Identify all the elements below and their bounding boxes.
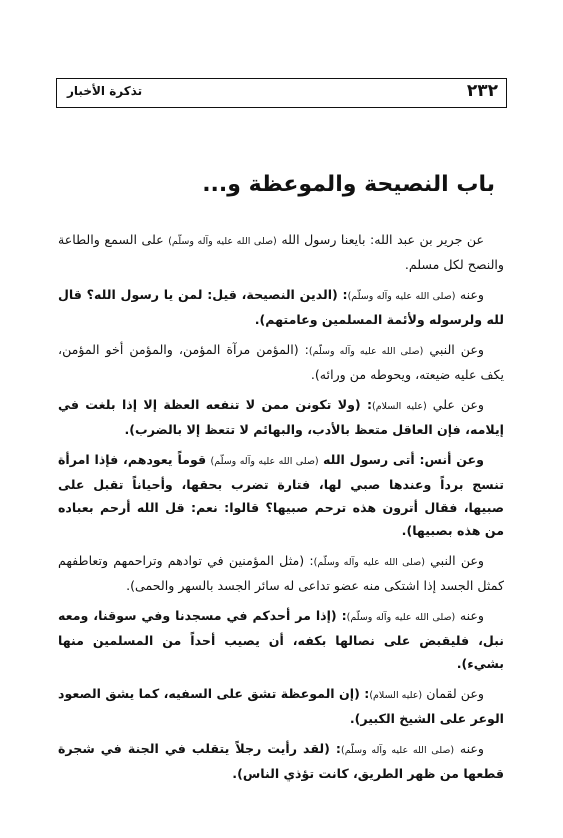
honorific: (صلى الله عليه وآله وسلّم) xyxy=(210,456,319,467)
paragraph-text: : (المؤمن مرآة المؤمن، والمؤمن أخو المؤمن، يكف عليه ضيعته، ويحوطه من ورائه). xyxy=(58,342,504,382)
paragraph-text: : (لقد رأيت رجلاً يتقلب في الجنة في شجرة قطعها من ظهر الطريق، كانت تؤذي الناس). xyxy=(58,741,504,781)
honorific: (صلى الله عليه وآله وسلّم) xyxy=(347,291,456,302)
book-title: تذكرة الأخبار xyxy=(67,84,143,98)
paragraph xyxy=(58,737,504,785)
paragraph-prefix: وعن النبي xyxy=(430,553,485,568)
paragraph-prefix: وعن النبي xyxy=(429,342,484,357)
honorific: (عليه السلام) xyxy=(372,401,427,412)
honorific: (صلى الله عليه وآله وسلّم) xyxy=(308,346,424,357)
paragraph-prefix: وعنه xyxy=(459,287,484,302)
page-number: ٢٣٢ xyxy=(466,81,498,101)
paragraph xyxy=(58,283,504,331)
paragraph-prefix: وعن لقمان xyxy=(426,686,484,701)
paragraph-text: على السمع والطاعة والنصح لكل مسلم. xyxy=(58,232,504,272)
paragraph-text: : (الدين النصيحة، قيل: لمن يا رسول الله؟ قال لله ولرسوله ولأئمة المسلمين وعامتهم). xyxy=(58,287,504,327)
paragraph-prefix: وعن أنس: أتى رسول الله xyxy=(323,452,484,467)
page-header xyxy=(56,78,507,108)
paragraph xyxy=(58,338,504,386)
paragraph-text: قوماً يعودهم، فإذا امرأة تنسج برداً وعندها صبي لها، فتارة تضرب بحقها، وأحياناً تقبل على صبيها، فقال أترون هذه ترحم صبيها؟ قالوا: نعم: قل الله أرحم بعباده من هذه بصبيها). xyxy=(58,452,504,538)
paragraph xyxy=(58,228,504,276)
paragraph-text: : (إن الموعظة تشق على السفيه، كما يشق الصعود الوعر على الشيخ الكبير). xyxy=(58,686,504,726)
chapter-title: باب النصيحة والموعظة و... xyxy=(202,172,495,197)
honorific: (صلى الله عليه وآله وسلّم) xyxy=(340,745,455,756)
paragraph xyxy=(58,393,504,441)
paragraph-prefix: وعنه xyxy=(459,608,484,623)
paragraph xyxy=(58,682,504,730)
paragraph-text: : (ولا تكونن ممن لا تنفعه العظة إلا إذا بلغت في إيلامه، فإن العاقل متعظ بالأدب، والبهائم لا تتعظ إلا بالضرب). xyxy=(58,397,504,437)
paragraph-text: : (إذا مر أحدكم في مسجدنا وفي سوقنا، ومعه نبل، فليقبض على نصالها بكفه، أن يصيب أحداً من المسلمين منها بشيء). xyxy=(58,608,504,671)
honorific: (عليه السلام) xyxy=(369,690,423,701)
paragraph-prefix: وعن علي xyxy=(432,397,485,412)
honorific: (صلى الله عليه وآله وسلّم) xyxy=(346,612,456,623)
honorific: (صلى الله عليه وآله وسلّم) xyxy=(313,557,425,568)
paragraph xyxy=(58,448,504,542)
body-text xyxy=(58,228,504,792)
paragraph-prefix: وعنه xyxy=(459,741,484,756)
paragraph-text: : (مثل المؤمنين في توادهم وتراحمهم وتعاطفهم كمثل الجسد إذا اشتكى منه عضو تداعى له سائر الجسد بالسهر والحمى). xyxy=(58,553,504,593)
honorific: (صلى الله عليه وآله وسلّم) xyxy=(168,236,277,247)
paragraph xyxy=(58,549,504,597)
paragraph-prefix: عن جرير بن عبد الله: بايعنا رسول الله xyxy=(281,232,484,247)
paragraph xyxy=(58,604,504,675)
